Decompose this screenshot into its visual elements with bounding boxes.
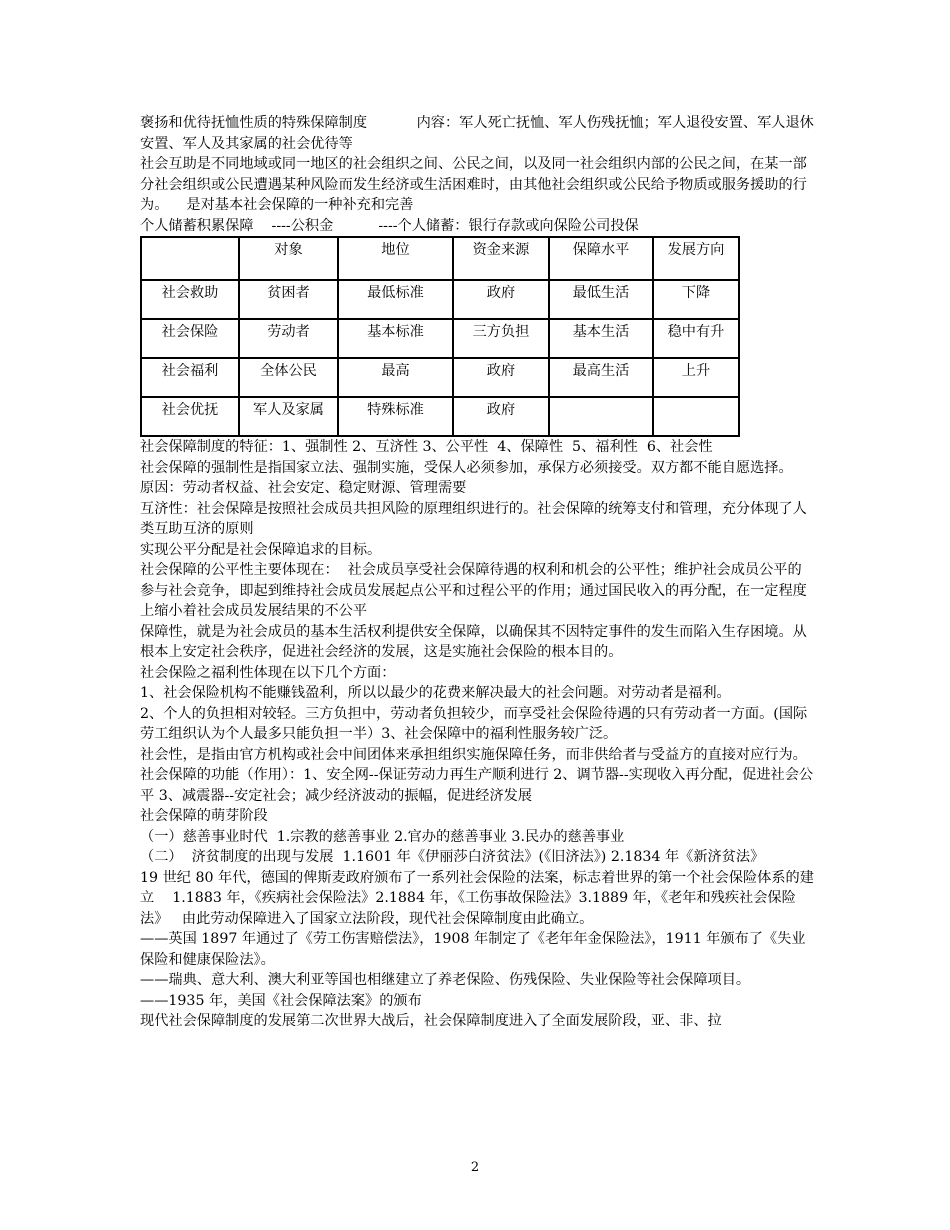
intro-paragraph: 褒扬和优待抚恤性质的特殊保障制度 内容：军人死亡抚恤、军人伤残抚恤；军人退役安置、军人退休安置、军人及其家属的社会优待等 (140, 115, 814, 152)
table-cell: 最高生活 (549, 358, 653, 397)
body-paragraph: 社会保障的萌芽阶段 (140, 808, 268, 824)
table-row-label: 社会保险 (141, 319, 239, 358)
body-paragraph: 社会保险之福利性体现在以下几个方面： (140, 664, 396, 681)
body-paragraph: 实现公平分配是社会保障追求的目标。 (140, 541, 382, 558)
body-paragraph: 社会保障制度的特征：1、强制性 2、互济性 3、公平性 4、保障性 5、福利性 6、社会性 (140, 439, 713, 455)
table-cell: 三方负担 (453, 319, 549, 358)
table-cell: 劳动者 (239, 319, 338, 358)
body-paragraph: 互济性：社会保障是按照社会成员共担风险的原理组织进行的。社会保障的统筹支付和管理，充分体现了人类互助互济的原则 (140, 500, 807, 537)
table-cell: 最高 (338, 358, 453, 397)
body-paragraph: 保障性，就是为社会成员的基本生活权利提供安全保障，以确保其不因特定事件的发生而陷入生存困境。从根本上安定社会秩序，促进社会经济的发展，这是实施社会保险的根本目的。 (140, 623, 807, 660)
table-cell: 政府 (453, 397, 549, 436)
body-paragraph: （二） 济贫制度的出现与发展 1.1601 年《伊丽莎白济贫法》(《旧济法》) 2.1834 年《新济贫法》 (140, 849, 765, 865)
body-paragraph: 19 世纪 80 年代，德国的俾斯麦政府颁布了一系列社会保险的法案，标志着世界的第一个社会保险体系的建立 1.1883 年，《疾病社会保险法》2.1884 年，《工伤事故保险法》3.1889 年，《老年和残疾社会保险法》 由此劳动保障进入了国家立法阶段，现代社会保障制度由此确立。 (140, 869, 814, 927)
table-header-cell (141, 237, 239, 280)
table-cell (653, 397, 739, 436)
table-row (141, 280, 739, 319)
table-header-cell: 对象 (239, 237, 338, 280)
table-cell: 下降 (653, 280, 739, 319)
body-paragraph: ——瑞典、意大利、澳大利亚等国也相继建立了养老保险、伤残保险、失业保险等社会保障项目。 (140, 972, 751, 988)
table-cell: 最低标准 (338, 280, 453, 319)
body-paragraph: 社会保障的强制性是指国家立法、强制实施，受保人必须参加，承保方必须接受。双方都不能自愿选择。 原因：劳动者权益、社会安定、稳定财源、管理需要 (140, 459, 802, 496)
table-cell (549, 397, 653, 436)
body-paragraph: 社会性，是指由官方机构或社会中间团体来承担组织实施保障任务，而非供给者与受益方的直接对应行为。 (140, 746, 807, 763)
comparison-table (140, 236, 740, 437)
table-row-label: 社会优抚 (141, 397, 239, 436)
main-text-section (140, 437, 815, 1032)
body-paragraph: 社会保障的公平性主要体现在： 社会成员享受社会保障待遇的权利和机会的公平性；维护社会成员公平的参与社会竞争，即起到维持社会成员发展起点公平和过程公平的作用；通过国民收入的再分配，在一定程度上缩小着社会成员发展结果的不公平 (140, 562, 807, 619)
table-cell: 特殊标准 (338, 397, 453, 436)
body-paragraph: ——1935 年，美国《社会保障法案》的颁布 (140, 992, 422, 1009)
table-cell: 军人及家属 (239, 397, 338, 436)
table-cell: 全体公民 (239, 358, 338, 397)
table-cell: 贫困者 (239, 280, 338, 319)
table-row-label: 社会福利 (141, 358, 239, 397)
document-body (140, 113, 815, 1032)
intro-section (140, 113, 815, 236)
intro-paragraph: 社会互助是不同地域或同一地区的社会组织之间、公民之间，以及同一社会组织内部的公民之间，在某一部分社会组织或公民遭遇某种风险而发生经济或生活困难时，由其他社会组织或公民给予物质或服务援助的行为。 是对基本社会保障的一种补充和完善 (140, 156, 807, 213)
body-paragraph: ——英国 1897 年通过了《劳工伤害赔偿法》，1908 年制定了《老年年金保险法》，1911 年颁布了《失业保险和健康保险法》。 (140, 931, 806, 968)
table-header-cell: 保障水平 (549, 237, 653, 280)
table-cell: 上升 (653, 358, 739, 397)
table-header-row (141, 237, 739, 280)
table-cell: 基本生活 (549, 319, 653, 358)
table-cell: 稳中有升 (653, 319, 739, 358)
table-cell: 基本标准 (338, 319, 453, 358)
table-header-cell: 发展方向 (653, 237, 739, 280)
table-row (141, 397, 739, 436)
body-paragraph: 1、社会保险机构不能赚钱盈利，所以以最少的花费来解决最大的社会问题。对劳动者是福利。 (140, 685, 731, 701)
body-paragraph: 2、个人的负担相对较轻。三方负担中，劳动者负担较少，而享受社会保险待遇的只有劳动者一方面。(国际劳工组织认为个人最多只能负担一半）3、社会保障中的福利性服务较广泛。 (140, 705, 808, 742)
body-paragraph: 社会保障的功能（作用）：1、安全网--保证劳动力再生产顺利进行 2、调节器--实现收入再分配，促进社会公平 3、减震器--安定社会；减少经济波动的振幅，促进经济发展 (140, 767, 814, 804)
table-row (141, 319, 739, 358)
page-number: 2 (470, 1160, 480, 1175)
table-row-label: 社会救助 (141, 280, 239, 319)
table-header-cell: 地位 (338, 237, 453, 280)
table-cell: 政府 (453, 280, 549, 319)
table-header-cell: 资金来源 (453, 237, 549, 280)
table-row (141, 358, 739, 397)
table-cell: 最低生活 (549, 280, 653, 319)
intro-paragraph: 个人储蓄积累保障 ----公积金 ----个人储蓄：银行存款或向保险公司投保 (140, 217, 639, 234)
body-paragraph: （一）慈善事业时代 1.宗教的慈善事业 2.官办的慈善事业 3.民办的慈善事业 (140, 828, 625, 845)
table-cell: 政府 (453, 358, 549, 397)
body-paragraph: 现代社会保障制度的发展第二次世界大战后，社会保障制度进入了全面发展阶段，亚、非、拉 (140, 1013, 722, 1029)
